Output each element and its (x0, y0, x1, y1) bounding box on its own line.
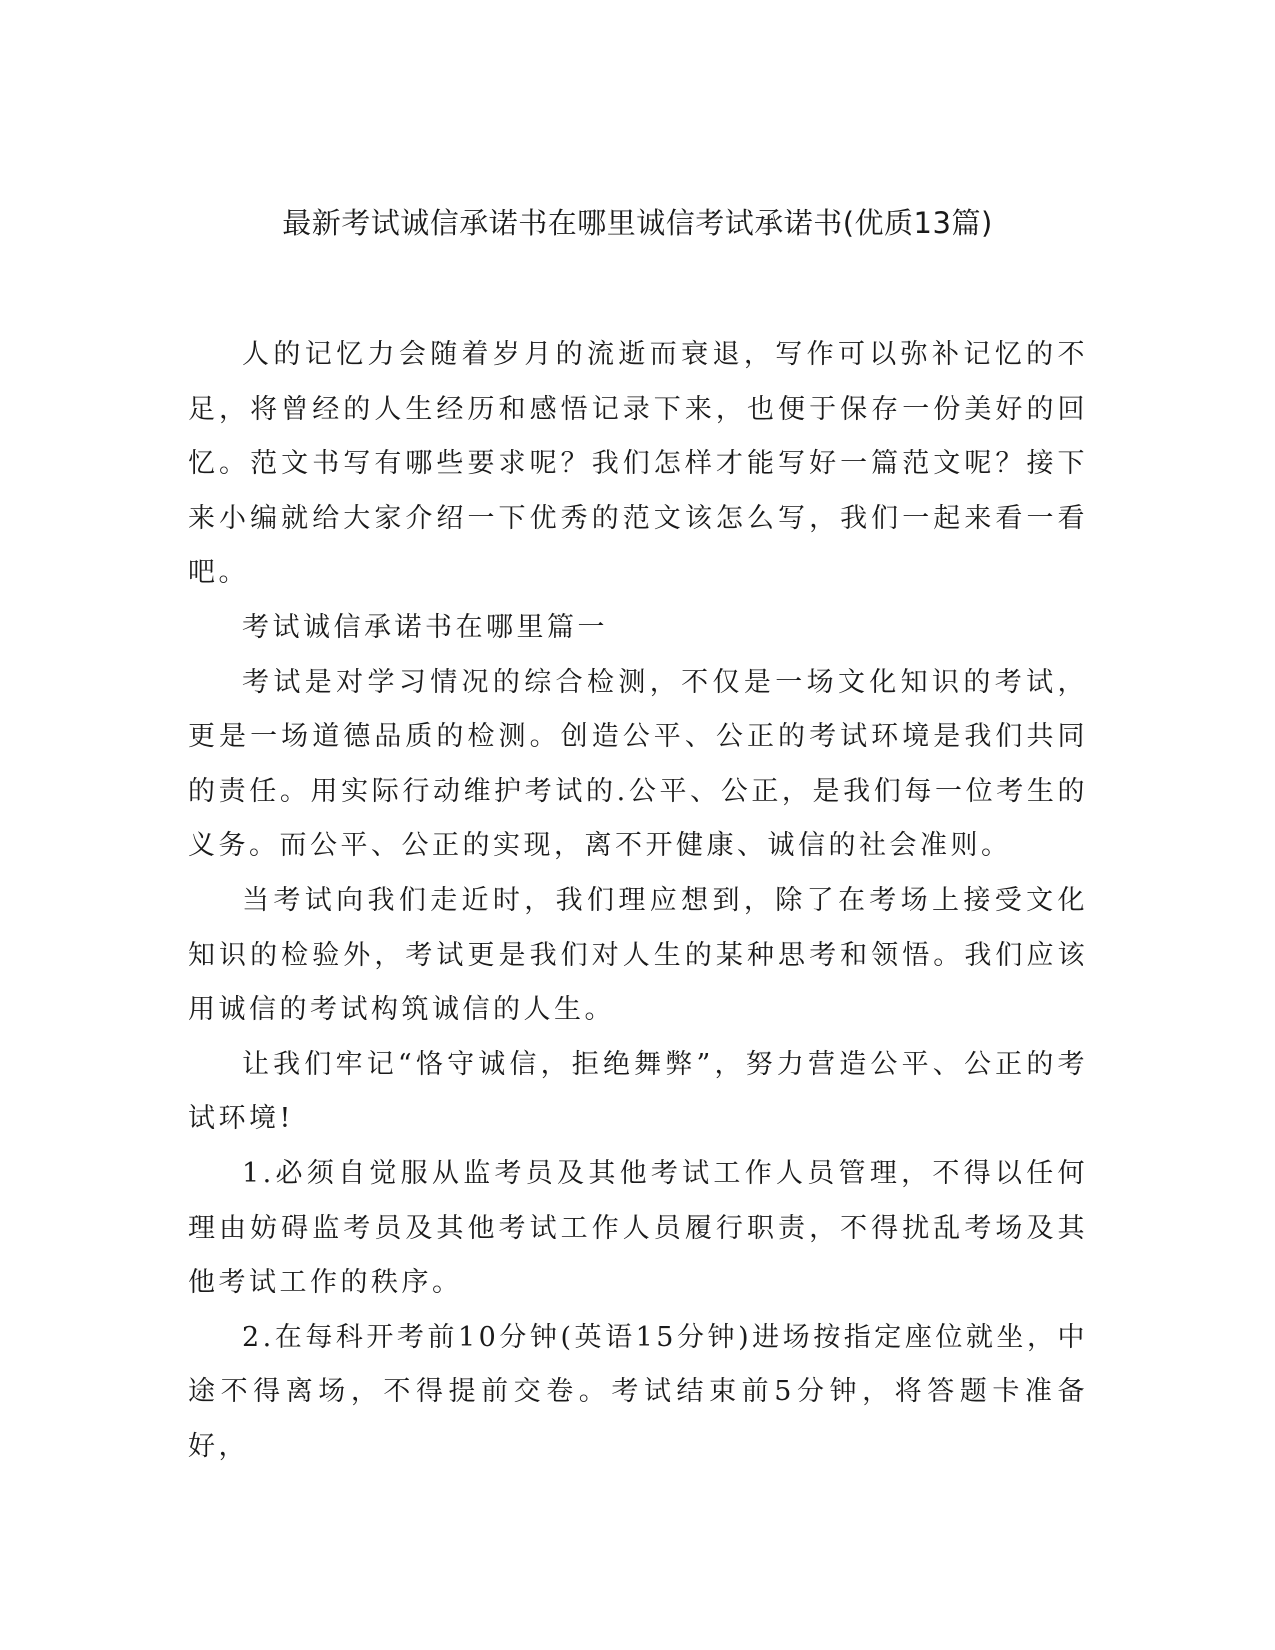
body-paragraph: 当考试向我们走近时，我们理应想到，除了在考场上接受文化知识的检验外，考试更是我们对人生的某种思考和领悟。我们应该用诚信的考试构筑诚信的人生。 (188, 884, 1088, 1026)
document-body (188, 328, 1088, 1474)
rule-item: 1.必须自觉服从监考员及其他考试工作人员管理，不得以任何理由妨碍监考员及其他考试工作人员履行职责，不得扰乱考场及其他考试工作的秩序。 (188, 1157, 1088, 1299)
section-heading: 考试诚信承诺书在哪里篇一 (242, 611, 608, 643)
body-paragraph: 考试是对学习情况的综合检测，不仅是一场文化知识的考试，更是一场道德品质的检测。创造公平、公正的考试环境是我们共同的责任。用实际行动维护考试的.公平、公正，是我们每一位考生的义务。而公平、公正的实现，离不开健康、诚信的社会准则。 (188, 666, 1088, 862)
rule-item: 2.在每科开考前10分钟(英语15分钟)进场按指定座位就坐，中途不得离场，不得提前交卷。考试结束前5分钟，将答题卡准备好， (188, 1321, 1088, 1462)
intro-paragraph: 人的记忆力会随着岁月的流逝而衰退，写作可以弥补记忆的不足，将曾经的人生经历和感悟记录下来，也便于保存一份美好的回忆。范文书写有哪些要求呢？我们怎样才能写好一篇范文呢？接下来小编就给大家介绍一下优秀的范文该怎么写，我们一起来看一看吧。 (188, 339, 1088, 589)
body-paragraph: 让我们牢记“恪守诚信，拒绝舞弊”，努力营造公平、公正的考试环境! (188, 1048, 1088, 1135)
document-title: 最新考试诚信承诺书在哪里诚信考试承诺书(优质13篇) (282, 206, 993, 240)
